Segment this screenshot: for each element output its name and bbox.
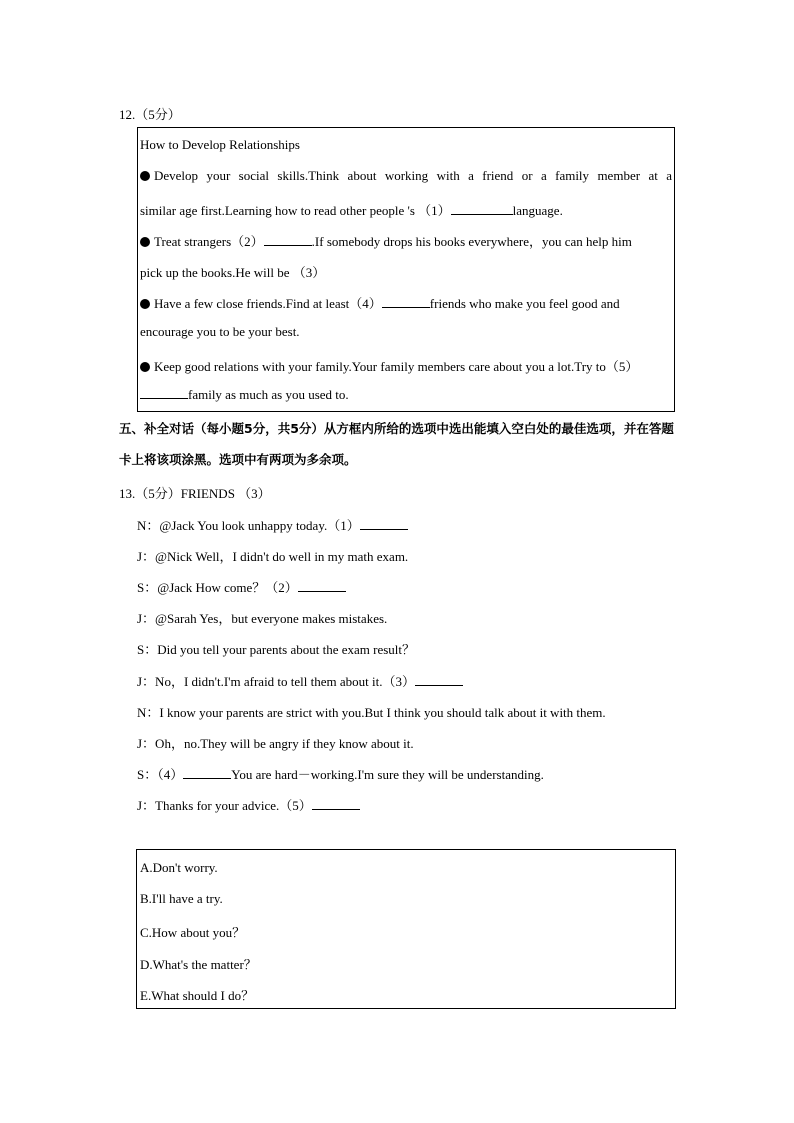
dialogue-blank-5[interactable] — [312, 798, 360, 810]
bullet-icon — [140, 237, 150, 247]
section-5-instructions: 五、补全对话（每小题5分，共5分）从方框内所给的选项中选出能填入空白处的最佳选项，并在答题卡上将该项涂黑。选项中有两项为多余项。 — [119, 421, 674, 467]
question-13-label: 13.（5分）FRIENDS （3） — [119, 486, 271, 501]
dialogue-line-6: J：No，I didn't.I'm afraid to tell them about it.（3） — [137, 671, 463, 690]
passage-paragraph-1-line-2: similar age first.Learning how to read other people 's （1） language. — [140, 203, 563, 218]
option-d: D.What's the matter？ — [140, 957, 257, 972]
reading-passage-box — [137, 127, 675, 412]
passage-paragraph-3-line-2: encourage you to be your best. — [140, 324, 300, 339]
passage-paragraph-4-line-1: Keep good relations with your family.Your family members care about you a lot.Try to（5） — [140, 356, 672, 375]
dialogue-line-3: S：@Jack How come？（2） — [137, 577, 346, 596]
option-e: E.What should I do？ — [140, 988, 255, 1003]
option-a: A.Don't worry. — [140, 860, 218, 875]
passage-paragraph-2-line-2: pick up the books.He will be （3） — [140, 265, 326, 280]
dialogue-blank-1[interactable] — [360, 518, 408, 530]
answer-blank-5[interactable] — [140, 387, 188, 399]
dialogue-blank-4[interactable] — [183, 767, 231, 779]
passage-paragraph-1-line-1: Develop your social skills.Think about working with a friend or a family member at a — [140, 168, 672, 184]
bullet-icon — [140, 299, 150, 309]
dialogue-blank-3[interactable] — [415, 674, 463, 686]
answer-blank-2[interactable] — [264, 234, 312, 246]
dialogue-line-4: J：@Sarah Yes，but everyone makes mistakes. — [137, 611, 388, 626]
dialogue-line-1: N：@Jack You look unhappy today.（1） — [137, 515, 408, 534]
passage-paragraph-4-line-2: family as much as you used to. — [140, 387, 672, 403]
option-c: C.How about you？ — [140, 925, 246, 940]
dialogue-line-5: S：Did you tell your parents about the exam result？ — [137, 642, 416, 657]
bullet-icon — [140, 362, 150, 372]
dialogue-blank-2[interactable] — [298, 580, 346, 592]
question-12-label: 12.（5分） — [119, 107, 181, 122]
answer-blank-4[interactable] — [382, 296, 430, 308]
passage-title: How to Develop Relationships — [140, 137, 300, 152]
passage-paragraph-3-line-1: Have a few close friends.Find at least（4） friends who make you feel good and — [140, 293, 672, 312]
passage-paragraph-2-line-1: Treat strangers（2） .If somebody drops his books everywhere，you can help him — [140, 231, 672, 250]
dialogue-line-8: J：Oh，no.They will be angry if they know about it. — [137, 736, 414, 751]
answer-blank-1[interactable] — [451, 203, 513, 215]
option-b: B.I'll have a try. — [140, 891, 223, 906]
bullet-icon — [140, 171, 150, 181]
dialogue-line-10: J：Thanks for your advice.（5） — [137, 795, 360, 814]
dialogue-line-2: J：@Nick Well，I didn't do well in my math exam. — [137, 549, 409, 564]
dialogue-line-7: N：I know your parents are strict with you.But I think you should talk about it with them. — [137, 705, 606, 720]
options-box — [136, 849, 676, 1009]
dialogue-line-9: S：（4） You are hard－working.I'm sure they will be understanding. — [137, 767, 544, 782]
